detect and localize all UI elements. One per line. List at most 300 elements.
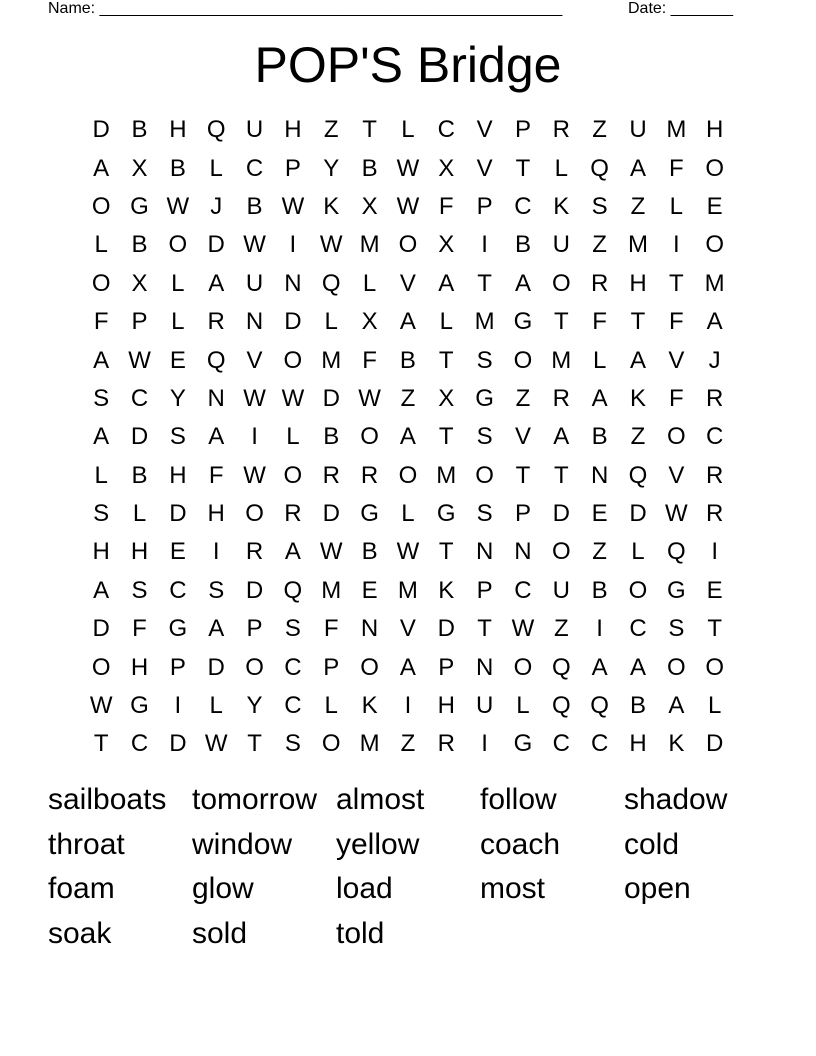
grid-letter: F — [208, 461, 224, 489]
grid-letter: A — [514, 269, 531, 297]
grid-letter: F — [362, 346, 377, 374]
grid-row — [82, 188, 734, 226]
grid-letter: Q — [628, 461, 648, 489]
grid-letter: O — [513, 653, 533, 681]
grid-row — [82, 687, 734, 725]
grid-letter: W — [166, 192, 190, 220]
grid-letter: W — [243, 384, 266, 412]
grid-letter: T — [438, 538, 454, 566]
grid-letter: T — [93, 730, 109, 758]
grid-letter: X — [438, 231, 455, 259]
grid-letter: M — [704, 269, 725, 297]
grid-letter: O — [513, 346, 533, 374]
grid-letter: Y — [246, 692, 263, 720]
grid-letter: G — [513, 308, 533, 336]
grid-letter: E — [169, 538, 186, 566]
word-bank-item: coach — [480, 827, 561, 861]
grid-letter: J — [210, 192, 223, 220]
grid-letter: E — [361, 576, 378, 604]
grid-letter: D — [207, 231, 225, 259]
word-bank-item: sold — [192, 917, 248, 951]
grid-letter: L — [516, 692, 530, 720]
word-bank-item: yellow — [336, 827, 420, 861]
grid-letter: H — [92, 538, 110, 566]
grid-letter: C — [169, 576, 187, 604]
grid-letter: R — [207, 308, 225, 336]
grid-letter: D — [245, 576, 264, 604]
grid-letter: Z — [592, 231, 607, 259]
grid-letter: P — [476, 576, 493, 604]
grid-letter: S — [284, 730, 301, 758]
grid-letter: N — [475, 653, 494, 681]
grid-letter: O — [283, 346, 303, 374]
grid-row — [82, 533, 734, 571]
grid-letter: R — [245, 538, 264, 566]
grid-letter: X — [131, 269, 148, 297]
grid-letter: W — [243, 461, 266, 489]
grid-letter: A — [208, 269, 225, 297]
grid-letter: H — [629, 730, 647, 758]
grid-row — [82, 341, 734, 379]
grid-letter: O — [475, 461, 494, 489]
grid-letter: B — [399, 346, 416, 374]
word-bank-item: follow — [480, 783, 557, 816]
grid-letter: L — [171, 308, 185, 336]
grid-letter: O — [245, 500, 264, 528]
grid-letter: O — [360, 423, 379, 451]
grid-letter: Q — [321, 269, 341, 297]
grid-letter: L — [401, 116, 415, 144]
grid-letter: L — [171, 269, 185, 297]
grid-letter: L — [707, 692, 722, 720]
grid-letter: S — [169, 423, 186, 451]
grid-letter: H — [284, 116, 302, 144]
grid-letter: H — [130, 538, 149, 566]
grid-letter: R — [360, 461, 379, 489]
grid-letter: U — [552, 231, 570, 259]
grid-letter: L — [324, 692, 338, 720]
grid-letter: D — [130, 423, 149, 451]
grid-letter: O — [398, 231, 418, 259]
grid-letter: S — [131, 576, 148, 604]
grid-letter: U — [245, 116, 264, 144]
grid-letter: W — [665, 500, 688, 528]
grid-letter: H — [130, 653, 149, 681]
grid-letter: O — [91, 269, 111, 297]
grid-letter: B — [131, 461, 148, 489]
grid-letter: L — [324, 308, 338, 336]
grid-letter: I — [672, 231, 680, 259]
grid-row — [82, 265, 734, 303]
grid-letter: T — [515, 461, 531, 489]
grid-letter: T — [553, 308, 569, 336]
grid-letter: T — [247, 730, 262, 758]
grid-letter: B — [131, 231, 148, 259]
grid-letter: R — [552, 116, 570, 144]
word-bank-item: cold — [624, 827, 680, 861]
grid-letter: W — [281, 192, 305, 220]
word-bank-item: load — [336, 872, 393, 906]
grid-letter: D — [437, 615, 455, 643]
grid-letter: T — [438, 346, 454, 374]
grid-row — [82, 572, 734, 610]
grid-letter: W — [319, 231, 343, 259]
grid-letter: A — [284, 538, 301, 566]
grid-letter: O — [666, 653, 686, 681]
grid-letter: V — [246, 346, 263, 374]
grid-letter: R — [552, 384, 570, 412]
grid-letter: D — [322, 384, 340, 412]
grid-letter: I — [289, 231, 297, 259]
grid-letter: T — [362, 116, 377, 144]
name-field: Name: ____________________________________________________ — [48, 0, 563, 17]
grid-letter: P — [323, 653, 340, 681]
word-bank-item: almost — [336, 783, 425, 816]
grid-letter: V — [668, 346, 685, 374]
grid-letter: G — [666, 576, 686, 604]
grid-letter: W — [319, 538, 343, 566]
grid-letter: D — [169, 730, 187, 758]
grid-letter: B — [591, 423, 608, 451]
grid-letter: Z — [592, 116, 607, 144]
grid-letter: B — [361, 154, 378, 182]
grid-letter: S — [208, 576, 225, 604]
grid-letter: R — [284, 500, 302, 528]
grid-letter: I — [596, 615, 603, 643]
grid-letter: G — [475, 384, 494, 412]
grid-letter: R — [322, 461, 340, 489]
grid-letter: X — [131, 154, 148, 182]
grid-row — [82, 495, 734, 533]
grid-letter: I — [251, 423, 258, 451]
grid-letter: P — [246, 615, 263, 643]
grid-letter: H — [629, 269, 647, 297]
grid-letter: W — [243, 231, 266, 259]
grid-letter: X — [361, 192, 378, 220]
grid-letter: N — [514, 538, 532, 566]
word-bank-item: shadow — [624, 783, 728, 816]
grid-row — [82, 457, 734, 495]
grid-letter: O — [91, 192, 111, 220]
grid-letter: L — [362, 269, 377, 297]
grid-letter: X — [361, 308, 378, 336]
grid-letter: S — [93, 384, 110, 412]
grid-letter: Z — [630, 192, 646, 220]
grid-letter: U — [245, 269, 264, 297]
word-bank-item: soak — [48, 917, 112, 951]
word-bank — [48, 778, 768, 957]
grid-letter: M — [359, 730, 380, 758]
word-bank-item: most — [480, 872, 546, 906]
grid-letter: V — [399, 269, 416, 297]
grid-letter: N — [360, 615, 379, 643]
grid-letter: Z — [592, 538, 607, 566]
grid-letter: D — [706, 730, 724, 758]
grid-letter: O — [705, 154, 724, 182]
grid-letter: T — [438, 423, 454, 451]
grid-letter: L — [631, 538, 645, 566]
grid-letter: K — [323, 192, 340, 220]
grid-letter: Q — [206, 346, 226, 374]
grid-letter: A — [93, 346, 110, 374]
grid-letter: A — [668, 692, 685, 720]
grid-letter: N — [207, 384, 225, 412]
grid-letter: O — [168, 231, 188, 259]
grid-letter: V — [476, 154, 493, 182]
grid-letter: L — [132, 500, 147, 528]
grid-letter: O — [705, 231, 724, 259]
grid-letter: A — [553, 423, 570, 451]
grid-letter: G — [130, 192, 149, 220]
grid-letter: F — [668, 308, 684, 336]
grid-letter: B — [514, 231, 531, 259]
grid-letter: W — [396, 538, 420, 566]
grid-letter: F — [592, 308, 607, 336]
grid-letter: S — [476, 423, 493, 451]
grid-letter: O — [321, 730, 341, 758]
grid-letter: A — [399, 653, 416, 681]
grid-letter: M — [627, 231, 648, 259]
grid-letter: M — [359, 231, 380, 259]
grid-letter: O — [666, 423, 686, 451]
grid-letter: X — [438, 384, 455, 412]
grid-letter: L — [669, 192, 683, 220]
grid-letter: T — [630, 308, 646, 336]
grid-letter: G — [513, 730, 533, 758]
grid-letter: O — [398, 461, 418, 489]
grid-letter: P — [284, 154, 301, 182]
grid-letter: D — [92, 615, 110, 643]
grid-letter: N — [284, 269, 302, 297]
grid-row — [82, 648, 734, 686]
grid-letter: E — [706, 192, 723, 220]
grid-letter: O — [283, 461, 303, 489]
grid-letter: H — [169, 116, 187, 144]
grid-letter: D — [92, 116, 110, 144]
grid-letter: W — [128, 346, 151, 374]
grid-letter: B — [169, 154, 186, 182]
grid-letter: W — [358, 384, 381, 412]
grid-letter: B — [361, 538, 378, 566]
grid-letter: F — [132, 615, 147, 643]
grid-row — [82, 610, 734, 648]
grid-letter: C — [514, 576, 532, 604]
grid-row — [82, 418, 734, 456]
grid-letter: V — [399, 615, 416, 643]
grid-letter: Z — [400, 384, 416, 412]
grid-letter: B — [131, 116, 148, 144]
grid-letter: Q — [666, 538, 686, 566]
grid-letter: A — [706, 308, 723, 336]
grid-letter: B — [246, 192, 263, 220]
grid-letter: E — [169, 346, 186, 374]
grid-letter: V — [476, 116, 493, 144]
grid-row — [82, 149, 734, 187]
grid-letter: D — [629, 500, 647, 528]
page-title: POP'S Bridge — [254, 37, 562, 93]
grid-letter: C — [514, 192, 532, 220]
grid-letter: C — [130, 384, 149, 412]
grid-letter: R — [706, 461, 724, 489]
grid-letter: H — [437, 692, 455, 720]
word-bank-item: window — [192, 827, 293, 861]
grid-letter: P — [131, 308, 148, 336]
grid-letter: M — [474, 308, 495, 336]
grid-letter: P — [514, 500, 531, 528]
grid-letter: L — [401, 500, 415, 528]
grid-letter: L — [554, 154, 568, 182]
grid-letter: Q — [283, 576, 303, 604]
grid-letter: G — [130, 692, 149, 720]
grid-letter: F — [668, 154, 684, 182]
grid-letter: N — [245, 308, 264, 336]
grid-letter: A — [93, 154, 110, 182]
grid-row — [82, 226, 734, 264]
grid-letter: V — [668, 461, 685, 489]
grid-letter: A — [399, 423, 416, 451]
grid-letter: O — [245, 653, 264, 681]
grid-letter: W — [511, 615, 535, 643]
grid-letter: D — [552, 500, 570, 528]
grid-letter: L — [592, 346, 607, 374]
grid-letter: S — [284, 615, 301, 643]
grid-letter: F — [438, 192, 454, 220]
grid-letter: W — [281, 384, 305, 412]
grid-letter: K — [629, 384, 646, 412]
grid-letter: G — [168, 615, 188, 643]
grid-letter: C — [130, 730, 149, 758]
grid-letter: O — [551, 538, 571, 566]
grid-letter: A — [629, 653, 646, 681]
grid-letter: I — [212, 538, 220, 566]
grid-letter: O — [91, 653, 111, 681]
grid-letter: H — [706, 116, 724, 144]
grid-letter: I — [481, 730, 488, 758]
grid-letter: A — [629, 154, 646, 182]
grid-letter: K — [361, 692, 378, 720]
grid-letter: I — [174, 692, 182, 720]
grid-letter: Q — [590, 692, 609, 720]
grid-letter: L — [94, 461, 108, 489]
word-bank-item: sailboats — [48, 783, 167, 816]
grid-letter: L — [209, 154, 223, 182]
grid-letter: P — [476, 192, 493, 220]
grid-letter: G — [436, 500, 456, 528]
grid-letter: T — [707, 615, 722, 643]
grid-letter: A — [629, 346, 646, 374]
grid-row — [82, 303, 734, 341]
grid-letter: R — [706, 384, 724, 412]
grid-letter: T — [477, 269, 492, 297]
grid-letter: O — [360, 653, 379, 681]
grid-letter: W — [89, 692, 113, 720]
word-bank-item: open — [624, 872, 691, 906]
grid-letter: K — [553, 192, 570, 220]
grid-letter: Z — [630, 423, 646, 451]
grid-letter: W — [204, 730, 228, 758]
grid-letter: Z — [400, 730, 416, 758]
grid-letter: M — [321, 346, 342, 374]
grid-letter: U — [475, 692, 494, 720]
grid-letter: B — [323, 423, 340, 451]
grid-letter: Z — [515, 384, 531, 412]
grid-letter: L — [286, 423, 300, 451]
grid-letter: S — [591, 192, 608, 220]
grid-letter: C — [437, 116, 455, 144]
grid-letter: F — [668, 384, 684, 412]
grid-row — [82, 380, 734, 418]
grid-letter: C — [245, 154, 264, 182]
grid-letter: D — [169, 500, 187, 528]
grid-letter: T — [515, 154, 531, 182]
grid-letter: I — [711, 538, 718, 566]
grid-letter: V — [514, 423, 531, 451]
grid-letter: Z — [553, 615, 569, 643]
grid-letter: C — [552, 730, 570, 758]
grid-letter: A — [208, 615, 225, 643]
grid-letter: Y — [323, 154, 340, 182]
word-bank-item: told — [336, 917, 385, 951]
grid-letter: H — [169, 461, 187, 489]
grid-letter: R — [706, 500, 724, 528]
grid-letter: K — [668, 730, 685, 758]
grid-letter: Q — [206, 116, 226, 144]
grid-letter: C — [284, 692, 302, 720]
grid-letter: D — [322, 500, 340, 528]
grid-letter: S — [93, 500, 110, 528]
grid-letter: M — [551, 346, 572, 374]
word-bank-item: foam — [48, 872, 115, 906]
grid-letter: C — [706, 423, 724, 451]
grid-letter: I — [481, 231, 488, 259]
grid-letter: S — [476, 346, 493, 374]
grid-letter: A — [399, 308, 416, 336]
grid-letter: K — [438, 576, 455, 604]
grid-letter: D — [207, 653, 225, 681]
grid-letter: W — [396, 192, 420, 220]
grid-letter: P — [438, 653, 455, 681]
grid-letter: W — [396, 154, 420, 182]
grid-letter: A — [208, 423, 225, 451]
grid-letter: B — [629, 692, 646, 720]
grid-letter: N — [590, 461, 609, 489]
word-bank-item: throat — [48, 827, 125, 861]
grid-letter: T — [477, 615, 492, 643]
grid-letter: Y — [169, 384, 186, 412]
grid-letter: T — [553, 461, 569, 489]
grid-letter: N — [475, 538, 494, 566]
grid-letter: L — [439, 308, 453, 336]
grid-letter: X — [438, 154, 455, 182]
grid-letter: P — [169, 653, 186, 681]
grid-letter: J — [708, 346, 721, 374]
grid-letter: R — [590, 269, 609, 297]
grid-letter: C — [284, 653, 302, 681]
grid-letter: S — [476, 500, 493, 528]
grid-letter: T — [668, 269, 684, 297]
grid-letter: Q — [551, 692, 571, 720]
grid-letter: E — [706, 576, 723, 604]
grid-letter: M — [321, 576, 342, 604]
grid-letter: S — [668, 615, 685, 643]
grid-letter: Z — [323, 116, 339, 144]
grid-row — [82, 111, 734, 149]
grid-letter: B — [591, 576, 608, 604]
grid-letter: C — [590, 730, 609, 758]
word-bank-item: glow — [192, 872, 254, 906]
grid-letter: H — [207, 500, 225, 528]
grid-letter: E — [591, 500, 608, 528]
